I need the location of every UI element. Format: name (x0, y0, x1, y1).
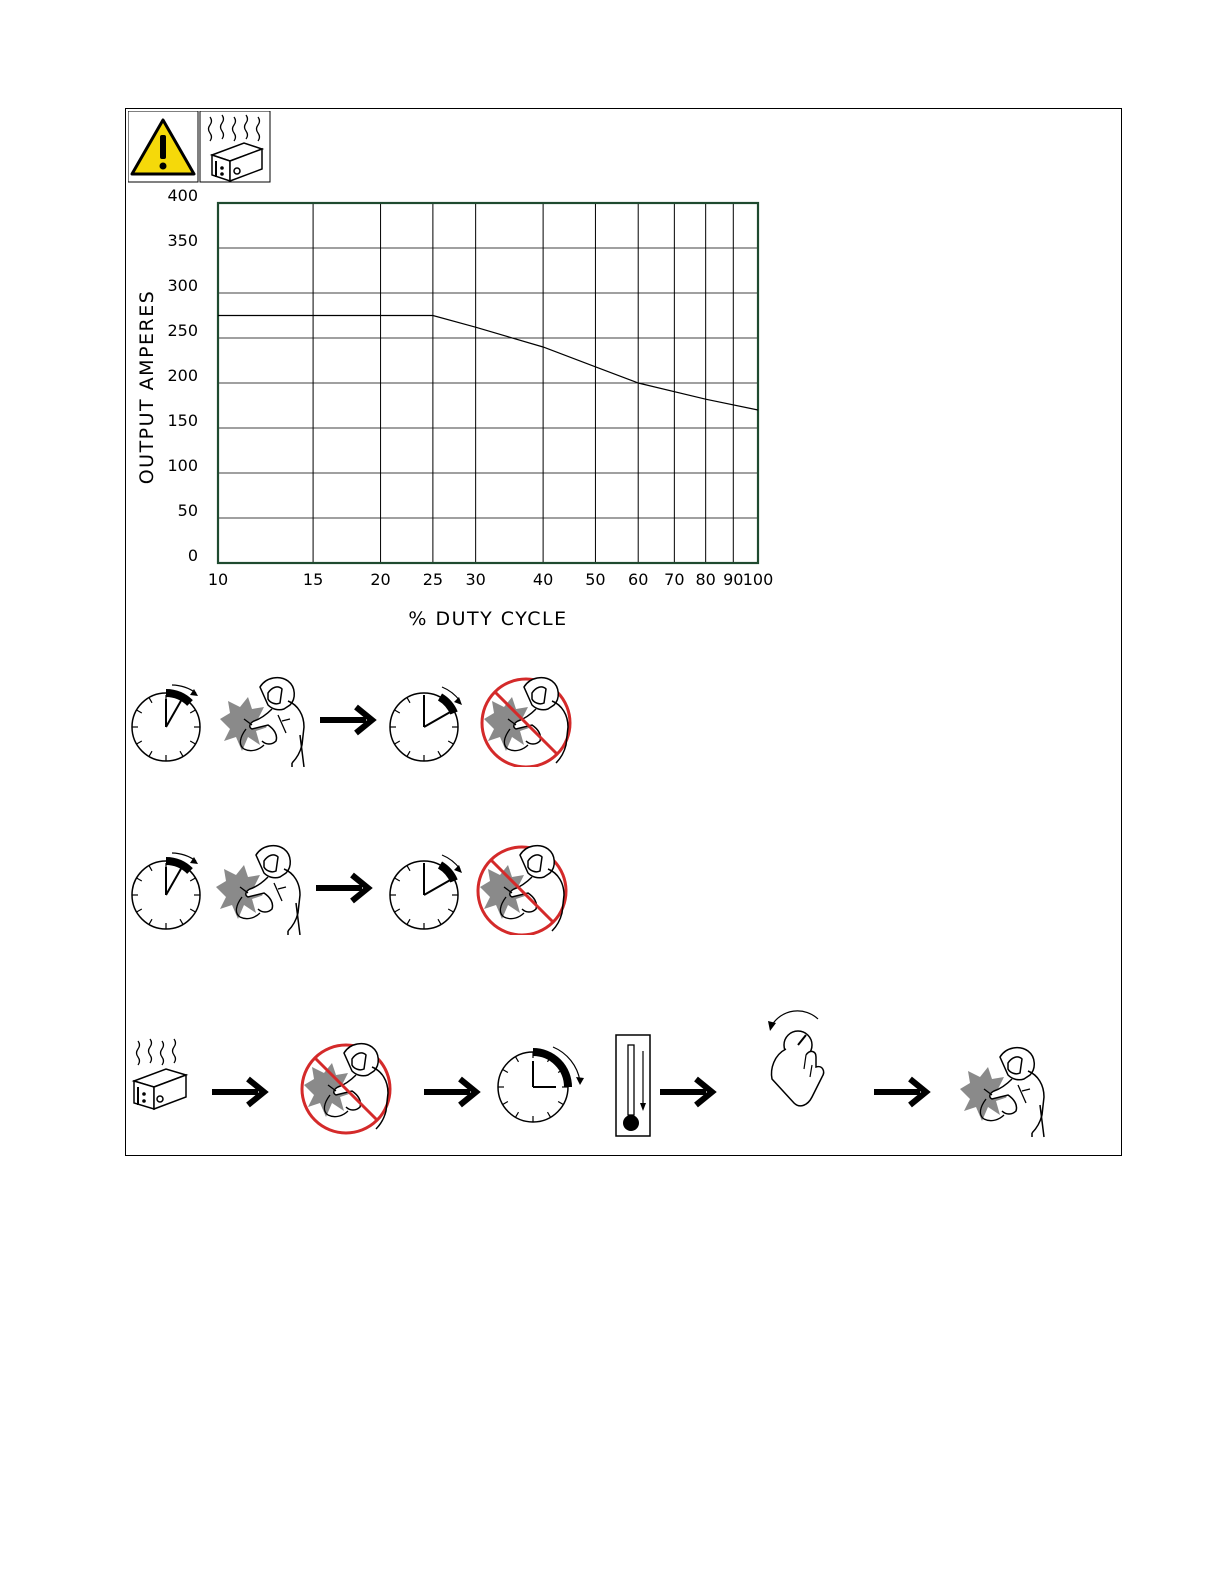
clock-weld-interval-icon (132, 853, 200, 929)
clock-rest-interval-icon (390, 855, 462, 929)
arrow-right-icon (424, 1079, 476, 1105)
duty-cycle-chart (126, 187, 806, 637)
x-tick-label: 100 (742, 570, 774, 589)
arrow-right-icon (316, 875, 368, 901)
arrow-right-icon (874, 1079, 926, 1105)
sequence-row-1 (130, 675, 580, 767)
arrow-right-icon (320, 707, 372, 733)
hot-machine-icon (200, 111, 270, 182)
welder-working-icon (216, 846, 300, 935)
hot-machine-icon (134, 1039, 186, 1109)
y-tick-label: 250 (167, 321, 198, 340)
x-tick-label: 40 (532, 570, 554, 589)
x-tick-label: 20 (370, 570, 391, 589)
y-tick-label: 350 (167, 231, 198, 250)
x-tick-label: 50 (585, 570, 606, 589)
x-tick-label: 90 (723, 570, 744, 589)
x-tick-label: 30 (465, 570, 486, 589)
y-tick-label: 50 (177, 501, 198, 520)
y-tick-label: 200 (167, 366, 198, 385)
clock-cooldown-icon (498, 1047, 584, 1122)
x-axis-label: % DUTY CYCLE (408, 608, 568, 630)
x-tick-label: 15 (302, 570, 324, 589)
no-welding-icon (302, 1044, 390, 1133)
welder-working-icon (960, 1048, 1044, 1137)
x-tick-label: 25 (422, 570, 444, 589)
sequence-row-3 (130, 1005, 1050, 1145)
y-tick-label: 150 (167, 411, 198, 430)
chart-grid (218, 203, 758, 563)
thermometer-falling-icon (616, 1035, 650, 1136)
clock-rest-interval-icon (390, 687, 462, 761)
reset-knob-hand-icon (768, 1011, 824, 1106)
arrow-right-icon (660, 1079, 712, 1105)
y-tick-labels (167, 187, 198, 565)
x-tick-labels (208, 570, 773, 589)
y-tick-label: 0 (187, 546, 198, 565)
y-tick-label: 400 (167, 187, 198, 205)
header-icons (128, 111, 274, 183)
y-tick-label: 100 (167, 456, 198, 475)
output-amperes-curve (218, 316, 758, 411)
y-axis-label: OUTPUT AMPERES (136, 289, 158, 485)
x-tick-label: 70 (664, 570, 685, 589)
x-tick-label: 60 (628, 570, 649, 589)
no-welding-icon (482, 678, 570, 767)
no-welding-icon (478, 846, 566, 935)
warning-triangle-icon (128, 111, 198, 182)
arrow-right-icon (212, 1079, 264, 1105)
sequence-row-2 (130, 843, 580, 935)
x-tick-label: 80 (695, 570, 716, 589)
welder-working-icon (220, 678, 304, 767)
clock-weld-interval-icon (132, 685, 200, 761)
duty-cycle-panel (125, 108, 1122, 1156)
x-tick-label: 10 (207, 570, 229, 589)
y-tick-label: 300 (167, 276, 198, 295)
